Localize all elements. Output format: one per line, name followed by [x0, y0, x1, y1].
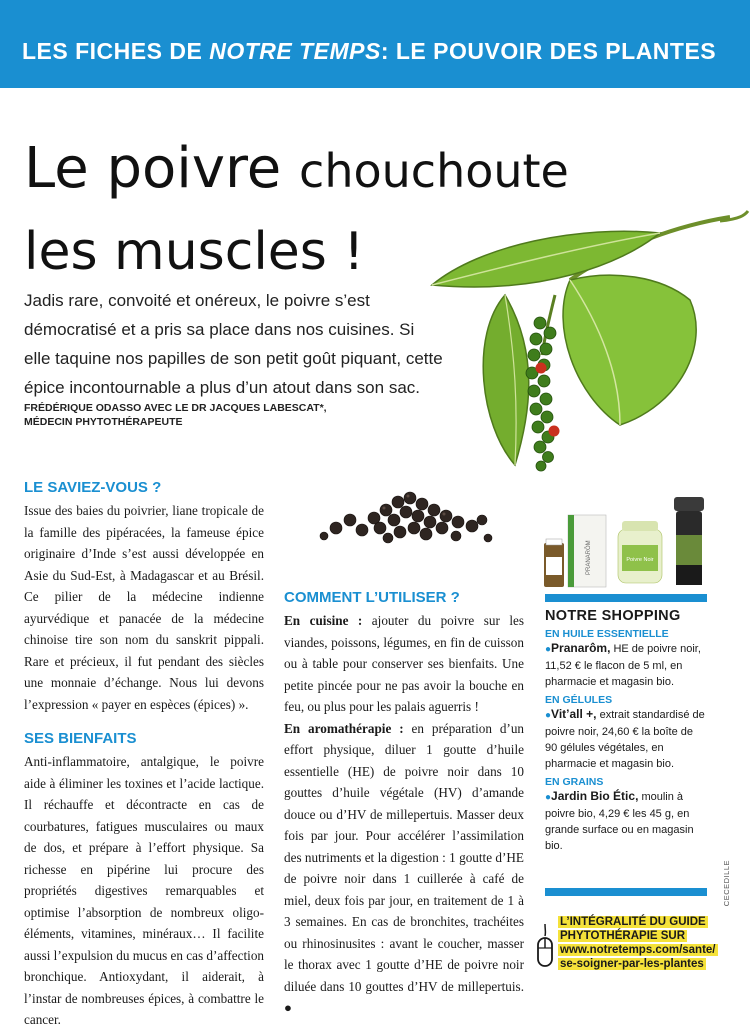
section-title-bienfaits: SES BIENFAITS: [24, 730, 137, 747]
guide-link[interactable]: se-soigner-par-les-plantes: [560, 958, 704, 970]
shopping-top-bar: [545, 594, 707, 602]
bullet-icon: ●: [545, 710, 552, 721]
shopping-item: ●Jardin Bio Étic, moulin à poivre bio, 4,29 € les 45 g, en grande surface ou en magasin bio.: [545, 789, 694, 852]
shopping-box: [545, 594, 707, 854]
header-title: LES FICHES DE NOTRE TEMPS: LE POUVOIR DES PLANTES: [22, 38, 717, 64]
section-title-utiliser: COMMENT L’UTILISER ?: [284, 589, 460, 606]
end-bullet-icon: ●: [284, 1000, 292, 1015]
section-title-saviez-vous: LE SAVIEZ-VOUS ?: [24, 479, 162, 496]
byline: FRÉDÉRIQUE ODASSO AVEC LE DR JACQUES LABESCAT*, MÉDECIN PHYTOTHÉRAPEUTE: [24, 402, 327, 428]
shopping-item: ●Vit’all +, extrait standardisé de poivre noir, 24,60 € la boîte de 90 gélules végétales, en pharmacie et magasin bio.: [545, 707, 705, 770]
shopping-category: EN GRAINS: [545, 776, 604, 788]
shopping-item: ●Pranarôm, HE de poivre noir, 11,52 € le flacon de 5 ml, en pharmacie et magasin bio.: [545, 641, 701, 688]
shopping-title: NOTRE SHOPPING: [545, 608, 681, 624]
cuisine-paragraph: En cuisine : ajouter du poivre sur les viandes, poissons, légumes, en fin de cuisson ou à table pour conserver ses bienfaits. Une petite pincée pour ne pas avoir la bouche en feu, ou plus pour les palais aguerris !: [284, 613, 524, 714]
intro-text: Jadis rare, convoité et onéreux, le poivre s’est démocratisé et a pris sa place dans nos cuisines. Si elle taquine nos papilles de son petit goût piquant, cette épice incontournable a plus d’un atout dans son sac.: [24, 291, 443, 397]
bullet-icon: ●: [545, 792, 552, 803]
bullet-icon: ●: [545, 644, 552, 655]
photo-credit: CECEDILLE: [722, 860, 731, 907]
shopping-bottom-bar: [545, 888, 707, 896]
guide-box: L’INTÉGRALITÉ DU GUIDE PHYTOTHÉRAPIE SUR www.notretemps.com/sante/ se-soigner-par-les-plantes: [560, 916, 716, 970]
pepper-branch-illustration: [420, 205, 750, 485]
shopping-category: EN GÉLULES: [545, 694, 613, 706]
bienfaits-text: Anti-inflammatoire, antalgique, le poivre aide à éliminer les toxines et l’acide lactique. Il réchauffe et décontracte en cas de courbatures, fatigues musculaires ou maux de dos, et prépare à l’effort physique. Sa richesse en pipérine lui procure des propriétés digestives remarquables et optimise l’absorption de nombreux oligo-éléments, vitamines, minéraux… Il facilite aussi l’expulsion du mucus en cas d’affection bronchique. Antioxydant, il aiderait, à l’instar de nombreuses épices, à combattre le cancer.: [24, 754, 265, 1027]
peppercorns-illustration: [316, 480, 496, 550]
guide-link[interactable]: www.notretemps.com/sante/: [560, 944, 716, 956]
column-middle: [284, 588, 524, 1019]
products-illustration: [540, 495, 710, 592]
column-left: [24, 478, 264, 1031]
shopping-category: EN HUILE ESSENTIELLE: [545, 628, 669, 640]
page-title: Le poivre chouchoute les muscles !: [24, 136, 569, 282]
aroma-paragraph: En aromathérapie : en préparation d’un effort physique, diluer 1 goutte d’huile essentielle (HE) de poivre noir dans 10 gouttes d’huile végétale (HV) d’amande douce ou d’HV de millepertuis. Masser deux fois par jour. Pour accélérer l’assimilation des nutriments et la digestion : 1 goutte d’HE de poivre noir dans 1 cuillerée à café de miel, deux fois par jour, en traitement de 1 à 3 semaines. En cas de bronchites, trachéites ou rhinosinusites : avant le coucher, masser le thorax avec 1 goutte d’HE de poivre noir diluée dans 10 gouttes d’HV de millepertuis. ●: [284, 720, 525, 1015]
svg-text:Poivre Noir: Poivre Noir: [626, 557, 654, 563]
saviez-vous-text: Issue des baies du poivrier, liane tropicale de la famille des pipéracées, la fameuse épice originaire d’Inde s’est aussi développée en Asie du Sud-Est, à Madagascar et au Brésil. Ce pilier de la médecine indienne ayurvédique et panacée de la médecine chinoise tire son nom du sanskrit pippali. Rare et précieux, il fut pendant des siècles une monnaie d’échange. Nous lui devons l’expression « payer en espèces (épices) ».: [24, 503, 264, 712]
svg-text:PRANARÔM: PRANARÔM: [586, 540, 592, 575]
computer-mouse-icon: [537, 924, 553, 970]
